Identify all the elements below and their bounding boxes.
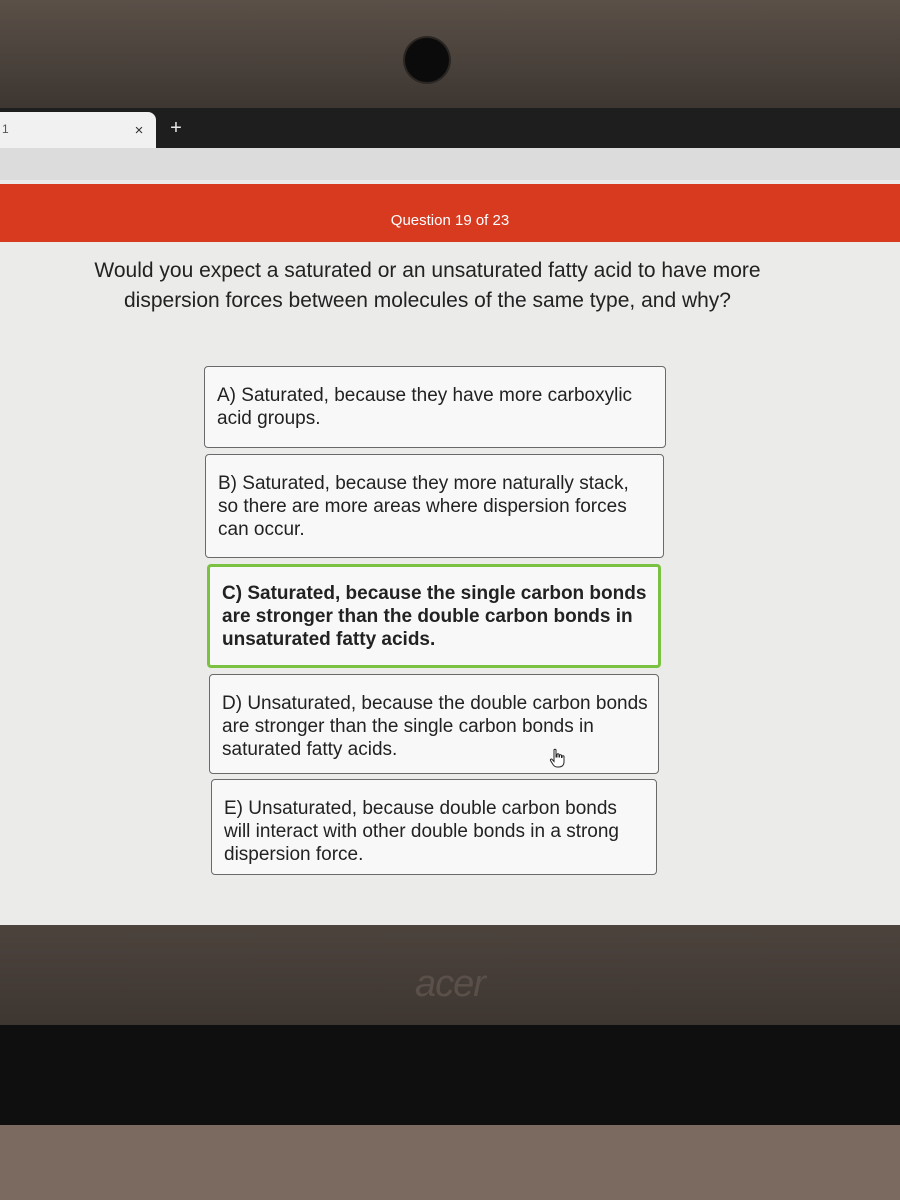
close-icon[interactable]: ×	[134, 122, 144, 139]
webcam	[405, 38, 449, 82]
browser-tab[interactable]	[0, 112, 156, 148]
screen	[0, 108, 900, 925]
laptop-top-bezel	[0, 0, 900, 108]
hand-cursor-icon	[548, 748, 566, 768]
question-progress: Question 19 of 23	[390, 212, 510, 229]
browser-tab-bar	[0, 108, 900, 148]
laptop-hinge	[0, 1025, 900, 1125]
answer-option-a[interactable]: A) Saturated, because they have more carboxylic acid groups.	[204, 366, 666, 448]
answer-option-b[interactable]: B) Saturated, because they more naturally stack, so there are more areas where dispersion forces can occur.	[205, 454, 664, 558]
tab-edge-text: 1	[2, 122, 9, 136]
plus-icon[interactable]: +	[170, 117, 182, 139]
answer-option-e[interactable]: E) Unsaturated, because double carbon bonds will interact with other double bonds in a strong dispersion force.	[211, 779, 657, 875]
question-text: Would you expect a saturated or an unsaturated fatty acid to have more dispersion forces between molecules of the same type, and why?	[94, 259, 761, 312]
answer-option-c[interactable]: C) Saturated, because the single carbon bonds are stronger than the double carbon bonds in unsaturated fatty acids.	[207, 564, 661, 668]
answer-option-d[interactable]: D) Unsaturated, because the double carbon bonds are stronger than the single carbon bonds in saturated fatty acids.	[209, 674, 659, 774]
laptop-bottom-bezel	[0, 925, 900, 1025]
quiz-header	[0, 184, 900, 242]
brand-logo: acer	[415, 963, 485, 1005]
laptop-keyboard-deck	[0, 1125, 900, 1200]
browser-toolbar	[0, 148, 900, 180]
